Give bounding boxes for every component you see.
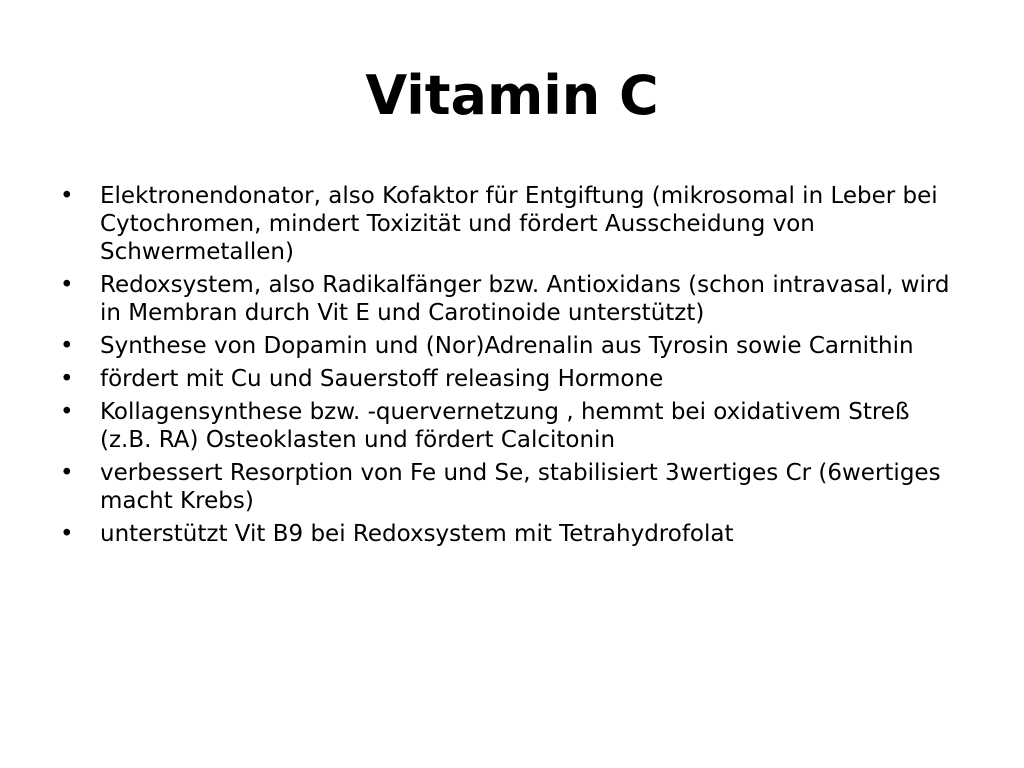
- bullet-item: [58, 332, 958, 360]
- bullet-item: [58, 182, 958, 266]
- bullet-dot-icon: •: [60, 333, 74, 359]
- bullet-text: Redoxsystem, also Radikalfänger bzw. Antioxidans (schon intravasal, wird in Membran durch Vit E und Carotinoide unterstützt): [100, 272, 950, 326]
- bullet-text: Elektronendonator, also Kofaktor für Entgiftung (mikrosomal in Leber bei Cytochromen, mindert Toxizität und fördert Ausscheidung von Schwermetallen): [100, 183, 938, 265]
- bullet-text: verbessert Resorption von Fe und Se, stabilisiert 3wertiges Cr (6wertiges macht Krebs): [100, 460, 941, 514]
- bullet-dot-icon: •: [60, 183, 74, 209]
- slide-title: Vitamin C: [365, 64, 659, 127]
- bullet-text: unterstützt Vit B9 bei Redoxsystem mit Tetrahydrofolat: [100, 521, 734, 547]
- bullet-dot-icon: •: [60, 366, 74, 392]
- bullet-dot-icon: •: [60, 521, 74, 547]
- bullet-list: [58, 182, 958, 553]
- bullet-item: [58, 520, 958, 548]
- bullet-dot-icon: •: [60, 460, 74, 486]
- bullet-text: fördert mit Cu und Sauerstoff releasing Hormone: [100, 366, 664, 392]
- bullet-item: [58, 365, 958, 393]
- bullet-item: [58, 459, 958, 515]
- bullet-item: [58, 398, 958, 454]
- bullet-dot-icon: •: [60, 399, 74, 425]
- bullet-text: Synthese von Dopamin und (Nor)Adrenalin aus Tyrosin sowie Carnithin: [100, 333, 914, 359]
- bullet-dot-icon: •: [60, 272, 74, 298]
- bullet-text: Kollagensynthese bzw. -quervernetzung , hemmt bei oxidativem Streß (z.B. RA) Osteoklasten und fördert Calcitonin: [100, 399, 910, 453]
- bullet-item: [58, 271, 958, 327]
